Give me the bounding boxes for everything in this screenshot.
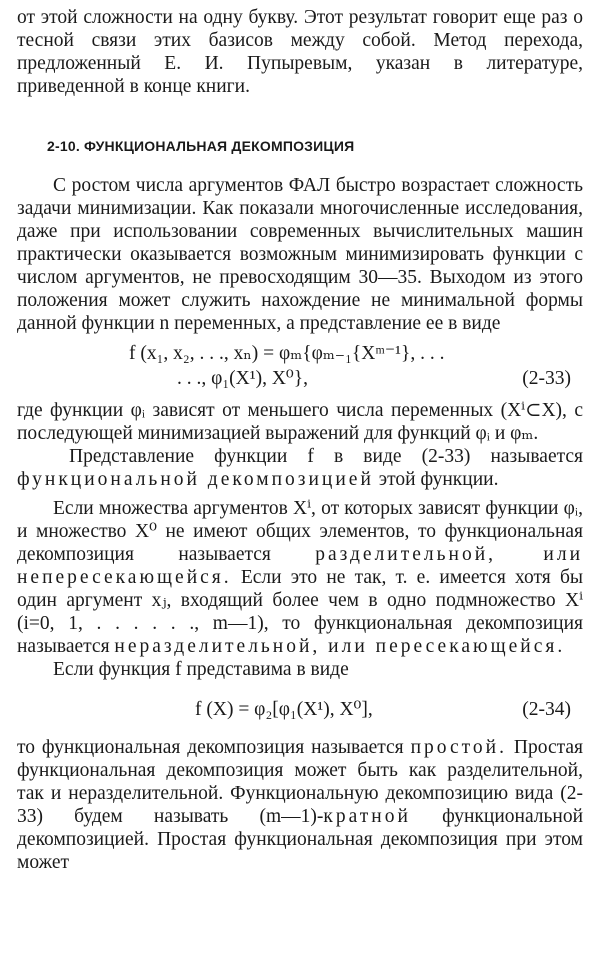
top-paragraph: от этой сложности на одну букву. Этот результат говорит еще раз о тесной связи этих базисов между собой. Метод перехода, предложенный Е. И. Пупыревым, указан в литературе, приведенной в конце книги. (17, 7, 583, 97)
definition-term: функциональной декомпозицией (17, 469, 374, 490)
section-heading: 2-10. ФУНКЦИОНАЛЬНАЯ ДЕКОМПОЗИЦИЯ (47, 138, 355, 154)
paragraph-disjoint (17, 497, 583, 658)
formula-2-34-number: (2-34) (522, 699, 571, 720)
formula-2-33-number: (2-33) (522, 368, 571, 389)
disjoint-part1: Если множества аргументов Xⁱ, от которых зависят функции φᵢ, и множество X⁰ не имеют общих элементов, то функциональная декомпозиция называется (17, 498, 583, 565)
formula-2-33-text1: f (x₁, x₂, . . ., xₙ) = φₘ{φₘ₋₁{Xᵐ⁻¹}, . . . (129, 343, 445, 364)
simple-part2: Простая функциональная декомпозиция может быть как разделительной, так и неразделительной. Функциональную декомпозицию вида (2-33) будем называть (m—1)- (17, 737, 583, 827)
simple-part3: функциональной декомпозицией. Простая функциональная декомпозиция при этом может (17, 806, 584, 873)
simple-term2: кратной (323, 806, 411, 827)
paragraph-intro: С ростом числа аргументов ФАЛ быстро возрастает сложность задачи минимизации. Как показали многочисленные исследования, даже при использовании современных вычислительных машин практически оказывается возможным минимизировать функции с числом аргументов, не превосходящим 30—35. Выходом из этого положения может служить нахождение не минимальной формы данной функции n переменных, а представление ее в виде (17, 175, 583, 334)
disjoint-part2: Если это не так, т. е. имеется хотя бы один аргумент xⱼ, входящий более чем в одно подмножество Xⁱ (i=0, 1, . . . . . ., m—1), то функциональная декомпозиция называется (17, 567, 583, 657)
formula-2-34 (17, 697, 583, 722)
definition-lead: Представление функции f в виде (2-33) называется (69, 446, 583, 467)
formula-2-33-line1 (17, 341, 583, 366)
disjoint-term1: разделительной, или непересекающейся. (17, 544, 584, 588)
paragraph-representable: Если функция f представима в виде (53, 659, 349, 680)
simple-term1: простой. (410, 737, 507, 758)
paragraph-definition (17, 445, 583, 491)
formula-2-33-text2: . . ., φ₁(X¹), X⁰}, (177, 368, 308, 389)
book-page (17, 6, 583, 874)
formula-2-34-text: f (X) = φ₂[φ₁(X¹), X⁰], (195, 699, 373, 720)
formula-2-33-line2 (17, 366, 583, 391)
simple-part1: то функциональная декомпозиция называется (17, 737, 404, 758)
disjoint-term2: неразделительной, или пересекающейся. (114, 636, 566, 657)
paragraph-simple (17, 736, 583, 874)
definition-tail: этой функции. (378, 469, 499, 490)
paragraph-functions: где функции φᵢ зависят от меньшего числа переменных (Xⁱ⊂X), с последующей минимизацией выражений для функций φᵢ и φₘ. (17, 400, 583, 444)
